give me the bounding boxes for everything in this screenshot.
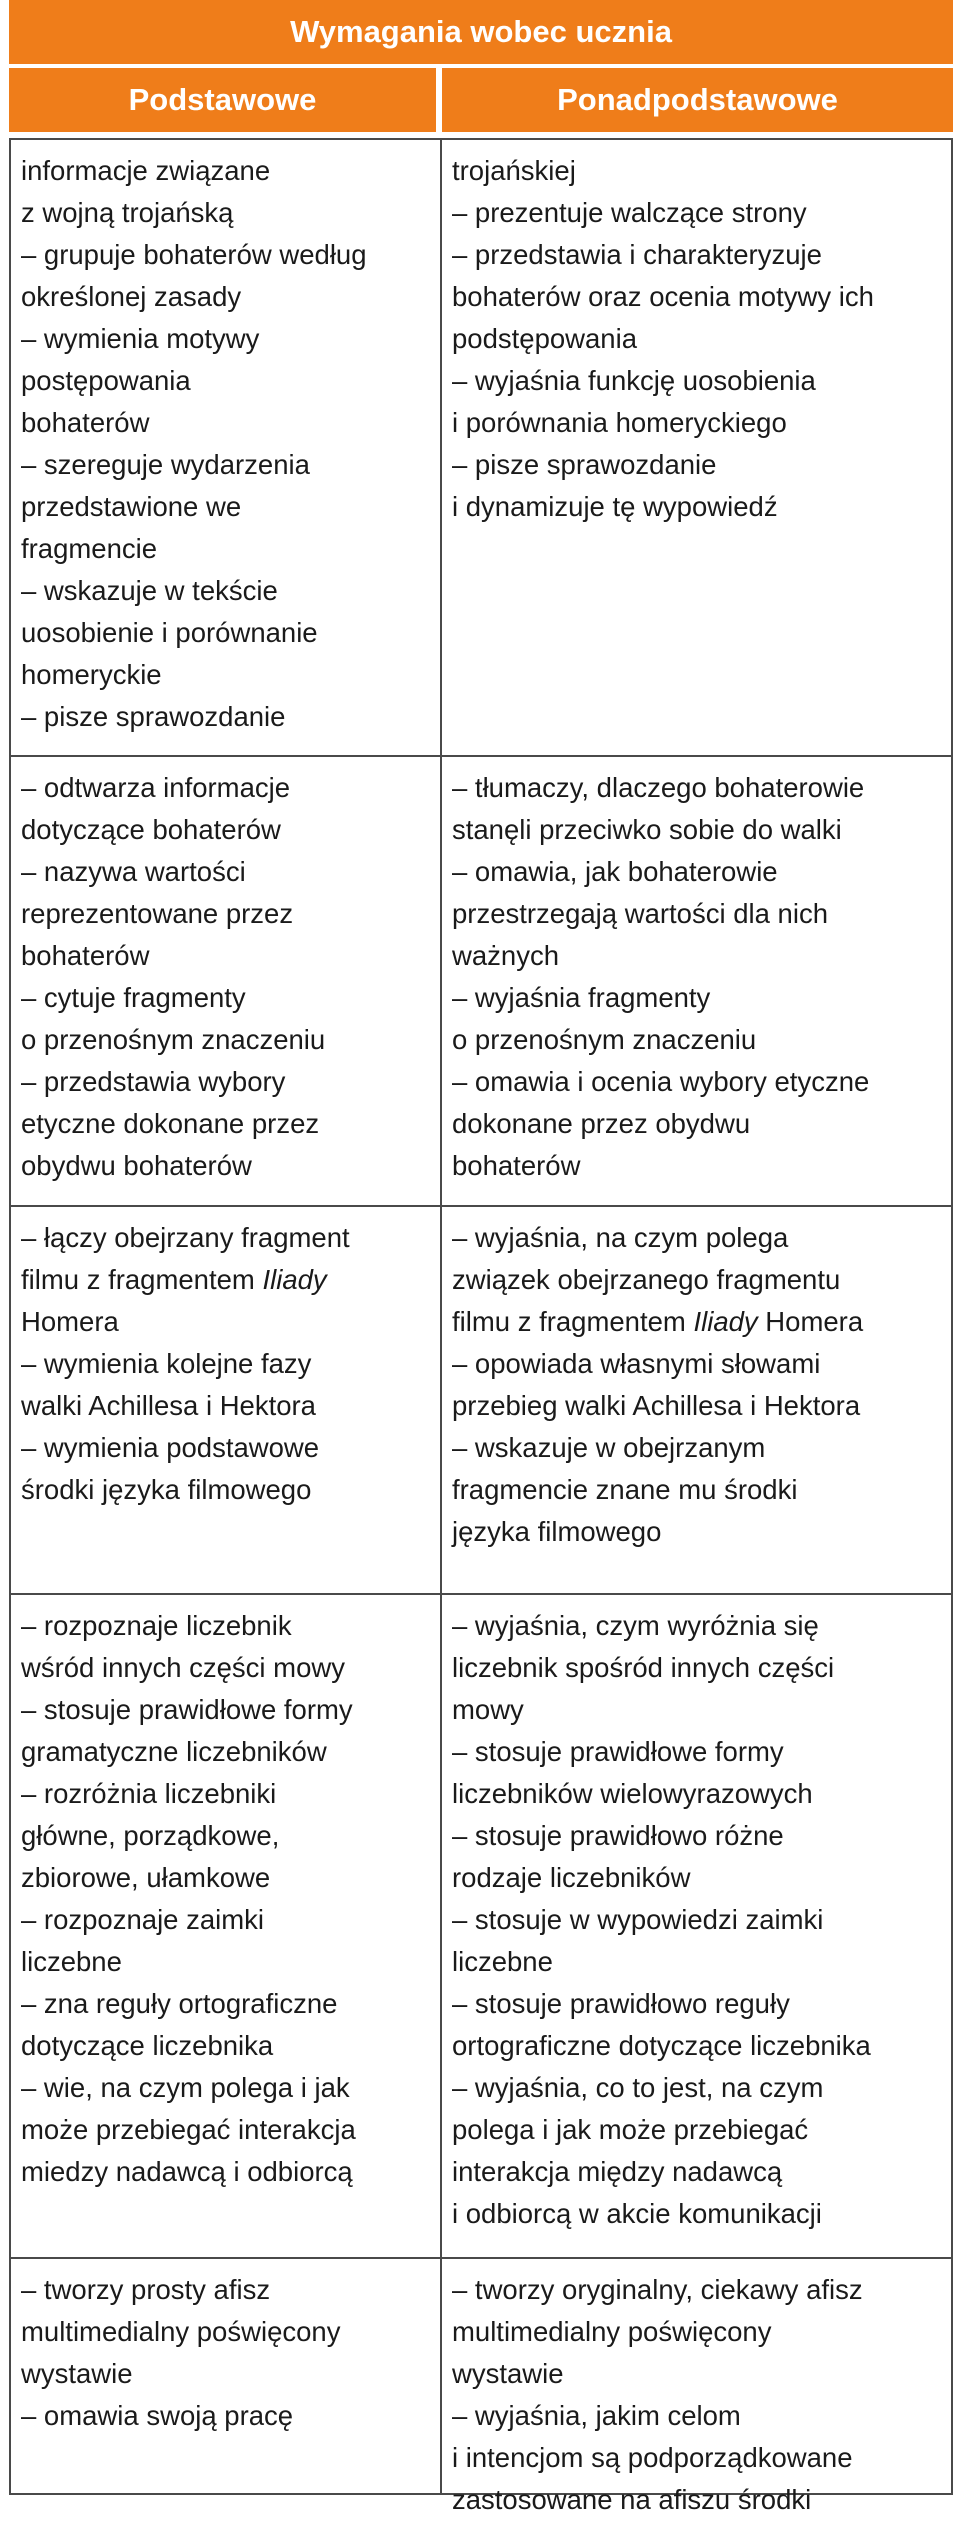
cell-line: bohaterów [21, 407, 150, 438]
cell-line: – nazywa wartości [21, 856, 246, 887]
cell-line: określonej zasady [21, 281, 242, 312]
cell-line: postępowania [21, 365, 191, 396]
requirements-table [9, 138, 953, 2515]
cell-line: wystawie [21, 2358, 133, 2389]
cell-line: – wyjaśnia, jakim celom [452, 2400, 741, 2431]
cell-line: – omawia, jak bohaterowie [452, 856, 778, 887]
cell-line: uosobienie i porównanie [21, 617, 318, 648]
cell-line: – rozpoznaje zaimki [21, 1904, 265, 1935]
cell-line: związek obejrzanego fragmentu [452, 1264, 841, 1295]
cell-line: – tworzy oryginalny, ciekawy afisz [452, 2274, 863, 2305]
cell-basic-row-5 [11, 2259, 442, 2493]
cell-line: filmu z fragmentem Iliady Homera [452, 1306, 864, 1337]
cell-line: stanęli przeciwko sobie do walki [452, 814, 842, 845]
cell-line: – przedstawia wybory [21, 1066, 286, 1097]
cell-line: – zna reguły ortograficzne [21, 1988, 338, 2019]
cell-line: – stosuje prawidłowe formy [21, 1694, 353, 1725]
cell-line: reprezentowane przez [21, 898, 294, 929]
cell-line: – stosuje prawidłowo reguły [452, 1988, 790, 2019]
cell-line: – omawia i ocenia wybory etyczne [452, 1066, 870, 1097]
cell-line: Homera [21, 1306, 119, 1337]
cell-line: – stosuje w wypowiedzi zaimki [452, 1904, 824, 1935]
cell-line: – szereguje wydarzenia [21, 449, 310, 480]
cell-line: fragmencie znane mu środki [452, 1474, 798, 1505]
cell-line: – odtwarza informacje [21, 772, 291, 803]
cell-line: – wymienia podstawowe [21, 1432, 320, 1463]
cell-line: bohaterów [452, 1150, 581, 1181]
cell-line: główne, porządkowe, [21, 1820, 280, 1851]
cell-line: wystawie [452, 2358, 564, 2389]
cell-line: o przenośnym znaczeniu [21, 1024, 326, 1055]
cell-line: – prezentuje walczące strony [452, 197, 807, 228]
cell-line: środki języka filmowego [21, 1474, 312, 1505]
table-title: Wymagania wobec ucznia [9, 0, 953, 64]
cell-line: ważnych [452, 940, 559, 971]
cell-line: filmu z fragmentem Iliady [21, 1264, 327, 1295]
cell-line: zbiorowe, ułamkowe [21, 1862, 271, 1893]
cell-line: wśród innych części mowy [21, 1652, 345, 1683]
column-header-extended: Ponadpodstawowe [442, 68, 953, 132]
cell-line: liczebnik spośród innych części [452, 1652, 835, 1683]
cell-line: – grupuje bohaterów według [21, 239, 367, 270]
cell-line: bohaterów oraz ocenia motywy ich [452, 281, 874, 312]
cell-basic-row-4 [11, 1595, 442, 2259]
cell-line: zastosowane na afiszu środki [452, 2484, 812, 2515]
cell-line: dotyczące liczebnika [21, 2030, 274, 2061]
cell-line: – pisze sprawozdanie [452, 449, 717, 480]
cell-line: – omawia swoją pracę [21, 2400, 294, 2431]
cell-extended-row-2 [442, 757, 951, 1207]
cell-line: – rozpoznaje liczebnik [21, 1610, 292, 1641]
cell-line: – łączy obejrzany fragment [21, 1222, 350, 1253]
cell-line: bohaterów [21, 940, 150, 971]
cell-line: – wymienia motywy [21, 323, 260, 354]
cell-line: trojańskiej [452, 155, 576, 186]
cell-line: podstępowania [452, 323, 638, 354]
cell-line: – stosuje prawidłowe formy [452, 1736, 784, 1767]
cell-line: gramatyczne liczebników [21, 1736, 327, 1767]
cell-line: ortograficzne dotyczące liczebnika [452, 2030, 871, 2061]
cell-line: – rozróżnia liczebniki [21, 1778, 277, 1809]
cell-line: – wyjaśnia funkcję uosobienia [452, 365, 816, 396]
cell-line: walki Achillesa i Hektora [21, 1390, 316, 1421]
cell-line: – wyjaśnia, co to jest, na czym [452, 2072, 824, 2103]
cell-line: – wymienia kolejne fazy [21, 1348, 312, 1379]
cell-line: przestrzegają wartości dla nich [452, 898, 829, 929]
cell-line: informacje związane [21, 155, 271, 186]
cell-line: – przedstawia i charakteryzuje [452, 239, 822, 270]
cell-line: liczebne [452, 1946, 553, 1977]
cell-line: – pisze sprawozdanie [21, 701, 286, 732]
cell-line: rodzaje liczebników [452, 1862, 691, 1893]
cell-line: polega i jak może przebiegać [452, 2114, 809, 2145]
cell-basic-row-3 [11, 1207, 442, 1595]
cell-extended-row-3 [442, 1207, 951, 1595]
cell-line: dotyczące bohaterów [21, 814, 281, 845]
cell-line: multimedialny poświęcony [452, 2316, 772, 2347]
cell-line: i dynamizuje tę wypowiedź [452, 491, 778, 522]
cell-extended-row-1 [442, 140, 951, 757]
cell-line: – cytuje fragmenty [21, 982, 246, 1013]
cell-line: – wskazuje w tekście [21, 575, 278, 606]
cell-basic-row-1 [11, 140, 442, 757]
cell-line: homeryckie [21, 659, 162, 690]
cell-line: obydwu bohaterów [21, 1150, 252, 1181]
cell-line: – opowiada własnymi słowami [452, 1348, 821, 1379]
cell-line: etyczne dokonane przez [21, 1108, 320, 1139]
cell-line: – stosuje prawidłowo różne [452, 1820, 784, 1851]
cell-line: – wyjaśnia fragmenty [452, 982, 711, 1013]
cell-line: fragmencie [21, 533, 158, 564]
cell-extended-row-5 [442, 2259, 951, 2515]
cell-line: przebieg walki Achillesa i Hektora [452, 1390, 861, 1421]
cell-line: interakcja między nadawcą [452, 2156, 783, 2187]
cell-extended-row-4 [442, 1595, 951, 2259]
cell-line: mowy [452, 1694, 524, 1725]
cell-line: języka filmowego [452, 1516, 662, 1547]
cell-line: multimedialny poświęcony [21, 2316, 341, 2347]
cell-line: – wskazuje w obejrzanym [452, 1432, 766, 1463]
cell-line: – tworzy prosty afisz [21, 2274, 271, 2305]
cell-line: dokonane przez obydwu [452, 1108, 751, 1139]
cell-line: z wojną trojańską [21, 197, 234, 228]
cell-line: liczebne [21, 1946, 122, 1977]
cell-line: liczebników wielowyrazowych [452, 1778, 813, 1809]
cell-line: – wyjaśnia, czym wyróżnia się [452, 1610, 819, 1641]
cell-line: o przenośnym znaczeniu [452, 1024, 757, 1055]
cell-line: i intencjom są podporządkowane [452, 2442, 853, 2473]
cell-line: i porównania homeryckiego [452, 407, 787, 438]
cell-line: – tłumaczy, dlaczego bohaterowie [452, 772, 865, 803]
column-header-basic: Podstawowe [9, 68, 436, 132]
cell-line: i odbiorcą w akcie komunikacji [452, 2198, 822, 2229]
cell-line: – wie, na czym polega i jak [21, 2072, 350, 2103]
cell-line: przedstawione we [21, 491, 242, 522]
cell-basic-row-2 [11, 757, 442, 1207]
cell-line: miedzy nadawcą i odbiorcą [21, 2156, 353, 2187]
cell-line: może przebiegać interakcja [21, 2114, 356, 2145]
cell-line: – wyjaśnia, na czym polega [452, 1222, 789, 1253]
